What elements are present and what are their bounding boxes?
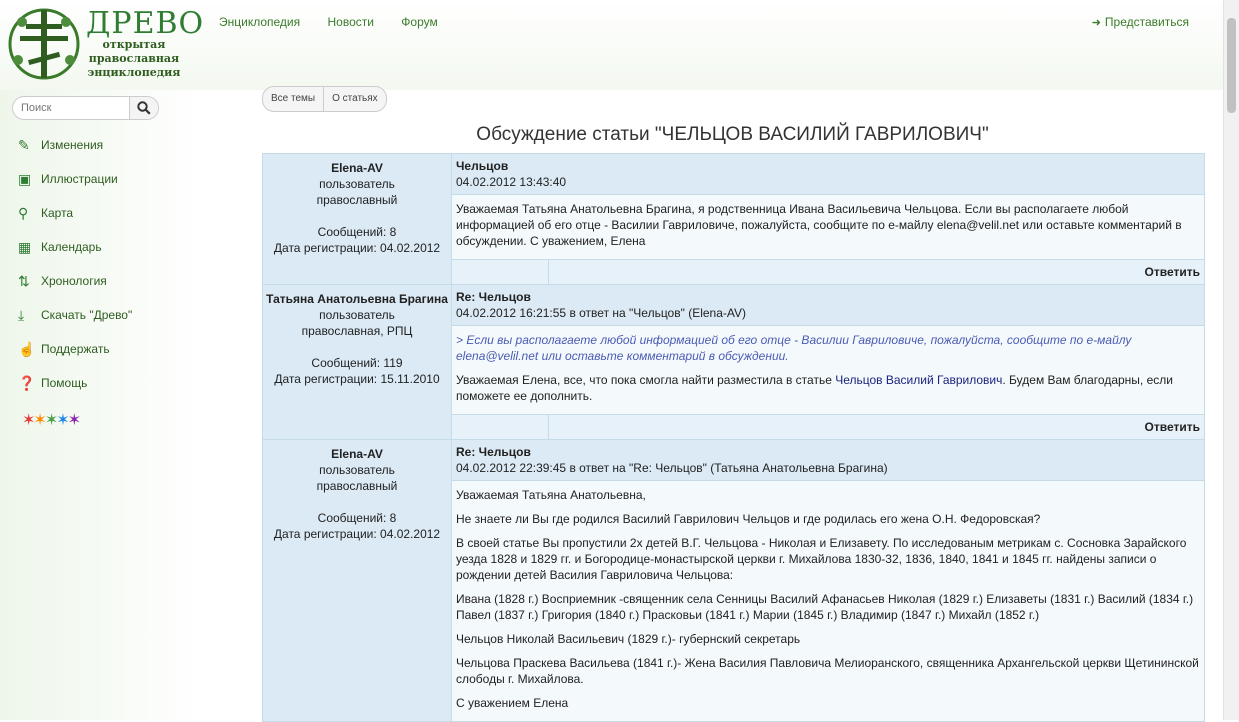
login-label: Представиться [1104,15,1189,29]
message [452,285,1204,439]
logo-subtitle: открытая православная энциклопедия [87,38,181,79]
topic-tabs [262,86,387,112]
sidebar-item-label: Иллюстрации [41,172,118,186]
message-header [452,154,1204,195]
message-body [452,195,1204,259]
message-paragraph: С уважением Елена [456,696,569,710]
message-subject: Re: Чельцов [456,445,531,459]
message-paragraph [456,372,1200,404]
message-footer [452,414,1204,439]
message-subject: Чельцов [456,159,509,173]
sidebar-item-label: Хронология [41,274,107,288]
page-title: Обсуждение статьи "ЧЕЛЬЦОВ ВАСИЛИЙ ГАВРИЛОВИЧ" [476,124,989,145]
calendar-icon: ▦ [18,238,32,255]
login-link[interactable] [1092,15,1189,29]
author-faith: православный [316,479,398,493]
message [452,154,1204,284]
post [263,440,1204,722]
scrollbar-thumb[interactable] [1227,18,1236,113]
message-meta: 04.02.2012 22:39:45 в ответ на "Re: Чельцов" (Татьяна Анатольевна Брагина) [456,461,888,475]
sidebar-item-label: Помощь [41,376,88,390]
site-logo[interactable] [8,4,205,84]
top-nav [219,15,462,29]
sidebar-item-label: Календарь [41,240,102,254]
message-paragraph: В своей статье Вы пропустили 2х детей В.Г. Чельцова - Николая и Елизавету. По исследованым метрикам с. Сосновка Зарайского уезда 1828 и 1829 гг. и Богородице-монастырской церкви г. Михайлова 1830-32, 1836, 1840, 1841 и 1845 гг. найдены записи о рождении детей Василия Гавриловича Чельцова: [456,536,1187,582]
cross-logo-icon [8,4,80,82]
message-body [452,326,1204,414]
logo-title: ДРЕВО [86,6,205,41]
author-message-count: Сообщений: 8 [317,511,397,525]
message-subject: Re: Чельцов [456,290,531,304]
sidebar-item-download[interactable] [18,298,132,332]
nav-encyclopedia[interactable]: Энциклопедия [219,15,301,29]
author-faith: православный [316,193,398,207]
timeline-icon: ⇅ [18,272,30,289]
sidebar-item-label: Изменения [41,138,104,152]
author-role: пользователь [319,308,395,322]
sidebar-item-map[interactable] [18,196,132,230]
tab-about-articles[interactable]: О статьях [323,87,386,111]
author-name[interactable]: Elena-AV [331,447,383,461]
post [263,285,1204,440]
message-paragraph: Чельцова Праскева Васильева (1841 г.)- Жена Василия Павловича Мелиоранского, священника Архангельской церкви Щетининской слободы г. Михайлова. [456,656,1199,686]
message-text: Уважаемая Елена, все, что пока смогла найти разместила в статье [456,373,836,387]
author-registration-date: Дата регистрации: 04.02.2012 [273,241,441,255]
message-header [452,440,1204,481]
author-message-count: Сообщений: 119 [311,356,403,370]
message [452,440,1204,721]
sidebar-item-support[interactable] [18,332,132,366]
camera-icon: ▣ [18,170,32,187]
sidebar-item-label: Скачать "Древо" [41,308,133,322]
author-name[interactable]: Татьяна Анатольевна Брагина [266,292,448,306]
nav-forum[interactable]: Форум [401,15,438,29]
page-scrollbar[interactable] [1223,0,1239,720]
message-paragraph: Ивана (1828 г.) Восприемник -священник села Сенницы Василий Афанасьев Николая (1829 г.) Елизаветы (1831 г.) Василий (1834 г.) Павел (1837 г.) Григория (1840 г.) Прасковьи (1841 г.) Марии (1845 г.) Владимир (1847 г.) Михайл (1852 г.) [456,592,1194,622]
search-icon [137,101,151,115]
message-meta: 04.02.2012 16:21:55 в ответ на "Чельцов" (Elena-AV) [456,306,746,320]
sidebar-item-changes[interactable] [18,128,132,162]
sidebar-item-help[interactable] [18,366,132,400]
author-registration-date: Дата регистрации: 04.02.2012 [273,527,441,541]
sidebar-item-calendar[interactable] [18,230,132,264]
message-text: . Будем Вам благодарны, если поможете ее дополнить. [456,373,1173,403]
tab-all-topics[interactable]: Все темы [271,93,316,104]
message-footer [452,259,1204,284]
article-link[interactable]: Чельцов Василий Гаврилович [835,373,1003,387]
discussion-thread [262,153,1205,722]
sidebar-item-illustrations[interactable] [18,162,132,196]
reply-button[interactable]: Ответить [1144,265,1200,279]
message-body [452,481,1204,721]
search-input[interactable] [13,97,129,119]
header [0,0,1224,90]
post [263,154,1204,285]
message-meta: 04.02.2012 13:43:40 [456,175,567,189]
author-card [263,285,452,439]
reply-button[interactable]: Ответить [1144,420,1200,434]
message-header [452,285,1204,326]
author-name[interactable]: Elena-AV [331,161,383,175]
search-box [12,96,159,120]
question-icon: ❓ [18,374,36,391]
message-paragraph: Чельцов Николай Васильевич (1829 г.)- губернский секретарь [456,632,801,646]
sidebar-item-chronology[interactable] [18,264,132,298]
message-quote: > Если вы располагаете любой информацией об его отце - Василии Гавриловиче, пожалуйста, сообщите по е-майлу elena@velil.net или оставьте комментарий в обсуждении. [456,333,1132,363]
sidebar-item-label: Карта [41,206,74,220]
author-card [263,440,452,721]
author-faith: православная, РПЦ [301,324,413,338]
pencil-icon: ✎ [18,136,30,153]
nav-news[interactable]: Новости [327,15,374,29]
sidebar-item-label: Поддержать [41,342,110,356]
download-icon: ⤓ [18,306,25,323]
author-card [263,154,452,284]
author-message-count: Сообщений: 8 [317,225,397,239]
sign-in-icon: ➜ [1091,17,1101,29]
people-logo-icon[interactable]: ✶✶✶✶✶ [22,412,80,429]
map-marker-icon: ⚲ [18,204,29,221]
author-role: пользователь [319,177,395,191]
message-paragraph: Не знаете ли Вы где родился Василий Гаврилович Чельцов и где родилась его жена О.Н. Федоровская? [456,512,1041,526]
author-registration-date: Дата регистрации: 15.11.2010 [274,372,440,386]
thumbs-up-icon: ☝ [18,340,36,357]
message-paragraph: Уважаемая Татьяна Анатольевна Брагина, я родственница Ивана Васильевича Чельцова. Если вы располагаете любой информацией об его отце - Василии Гавриловиче, пожалуйста, сообщите по е-майлу elena@velil.net или оставьте комментарий в обсуждении. С уважением, Елена [456,202,1182,248]
author-role: пользователь [319,463,395,477]
side-menu [18,128,132,400]
search-button[interactable] [129,97,158,119]
message-paragraph: Уважаемая Татьяна Анатольевна, [456,488,646,502]
